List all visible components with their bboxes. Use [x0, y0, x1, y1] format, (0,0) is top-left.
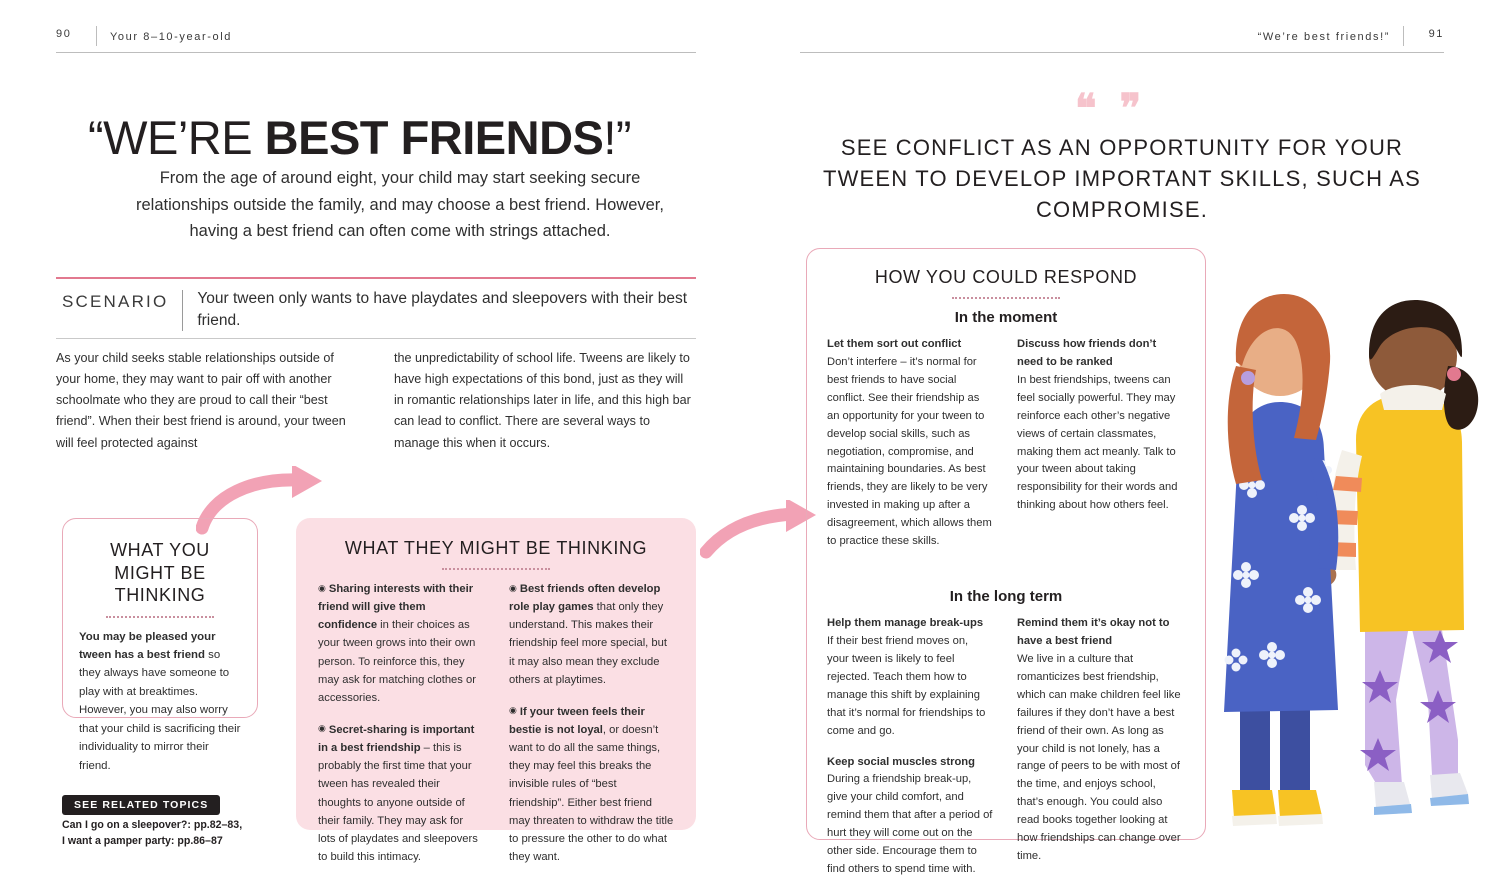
- see-related-topics-tab: SEE RELATED TOPICS: [62, 795, 220, 815]
- item-lead: Let them sort out conflict: [827, 338, 962, 350]
- item-lead: Help them manage break-ups: [827, 617, 984, 630]
- item-lead: Sharing interests with their friend will give them confidence: [318, 583, 474, 632]
- item-lead: Remind them it’s okay not to have a best friend: [1017, 617, 1170, 647]
- page-title: [88, 111, 688, 165]
- list-item: [827, 336, 993, 551]
- item-rest: If their best friend moves on, your tween is likely to feel rejected. Teach them how to manage this shift by explaining that it’s normal for friendships to come and go.: [827, 634, 986, 737]
- scenario-text: Your tween only wants to have playdates and sleepovers with their best friend.: [197, 290, 688, 330]
- what-they-might-be-thinking-box: [296, 518, 696, 863]
- longterm-column-2: [1017, 615, 1183, 892]
- dotted-divider-respond: [952, 297, 1060, 299]
- item-lead: Secret-sharing is important in a best friendship: [318, 723, 475, 755]
- item-rest: that only they understand. This makes their friendship feel more special, but it may also mean they exclude others at playtimes.: [509, 601, 667, 686]
- item-rest: in their choices as your tween grows into their own person. To reinforce this, they may ask for matching clothes or accessories.: [318, 619, 476, 704]
- item-rest: In best friendships, tweens can feel socially powerful. They may reinforce each other’s negative views of certain classmates, making them act meanly. Talk to your tween about taking responsibility for their words and thinking about how others feel.: [1017, 373, 1178, 512]
- related-topics-list: [62, 818, 262, 850]
- item-lead: Discuss how friends don’t need to be ranked: [1017, 338, 1157, 368]
- they-think-heading: WHAT THEY MIGHT BE THINKING: [344, 538, 648, 558]
- moment-columns: [827, 336, 1185, 564]
- folio-divider-left: [96, 26, 97, 46]
- item-rest: We live in a culture that romanticizes best friendship, which can make children feel like failures if they don’t have a best friend of their own. As long as your child is not lonely, has a range of peers to be with most of the time, and enjoys school, that’s enough. You could also read books together looking at how friendships can change over time.: [1017, 652, 1181, 863]
- dotted-divider-pink: [442, 568, 550, 570]
- item-rest: Don’t interfere – it’s normal for best friends to have social conflict. See their friendship as an opportunity for your tween to develop social skills, such as negotiation, compromise, and maintaining boundaries. As best friends, they are likely to be very invested in making up after a disagreement, which allows them to practice these skills.: [827, 355, 992, 548]
- might-think-rest: so they always have someone to play with at breaktimes. However, you may also worry that your child is sacrificing their individuality to mirror their friend.: [79, 648, 241, 772]
- scenario-top-rule: [56, 277, 696, 279]
- longterm-columns: [827, 615, 1185, 892]
- related-topic-2[interactable]: I want a pamper party: pp.86–87: [62, 834, 223, 847]
- rule-left: [56, 52, 696, 53]
- title-part-2: BEST FRIENDS: [264, 111, 604, 165]
- list-item: [318, 721, 483, 866]
- item-lead: If your tween feels their bestie is not loyal: [509, 705, 645, 736]
- title-part-1: “WE’RE: [88, 111, 265, 165]
- scenario-bottom-rule: [56, 338, 696, 339]
- scenario-vertical-rule: [182, 290, 183, 331]
- body-columns: [56, 348, 696, 454]
- moment-column-2: [1017, 336, 1183, 564]
- bullet-icon: ◉: [509, 705, 517, 716]
- might-think-heading: WHAT YOU MIGHT BE THINKING: [110, 540, 210, 605]
- they-think-column-2: [509, 580, 674, 880]
- illustration-two-girls: [1180, 270, 1490, 840]
- related-topic-1[interactable]: Can I go on a sleepover?: pp.82–83,: [62, 819, 243, 831]
- body-column-1: As your child seeks stable relationships outside of your home, they may want to pair off with another schoolmate who they are proud to call their “best friend”. When their best friend is around, your tween will feel protected against: [56, 351, 346, 450]
- quotation-mark-icon: ❝ ❞: [1075, 87, 1148, 131]
- might-think-body: [79, 628, 241, 776]
- body-column-2: the unpredictability of school life. Tweens are likely to have high expectations of this bond, just as they will in romantic relationships later in life, and this high bar can lead to conflict. There are several ways to manage this when it occurs.: [394, 351, 691, 450]
- moment-column-1: [827, 336, 993, 564]
- page-number-right: 91: [1428, 28, 1444, 40]
- longterm-column-1: [827, 615, 993, 892]
- title-part-3: !”: [603, 111, 632, 165]
- list-item: [318, 580, 483, 707]
- item-lead: Keep social muscles strong: [827, 755, 975, 768]
- how-you-could-respond-box: [806, 248, 1206, 876]
- item-rest: , or doesn’t want to do all the same things, they may feel this breaks the invisible rules of “best friendship”. Either best friend may threaten to withdraw the title to pressure the other to do what they want.: [509, 723, 674, 863]
- running-head-left: Your 8–10-year-old: [110, 31, 232, 43]
- bullet-icon: ◉: [318, 723, 326, 734]
- item-rest: – this is probably the first time that your tween has revealed their thoughts to anyone outside of their family. They may ask for lots of playdates and sleepovers to build this intimacy.: [318, 742, 478, 863]
- item-rest: During a friendship break-up, give your child comfort, and remind them that after a period of hurt they will come out on the other side. Encourage them to find others to spend time with.: [827, 773, 993, 876]
- respond-heading: HOW YOU COULD RESPOND: [874, 267, 1138, 287]
- pull-quote: SEE CONFLICT AS AN OPPORTUNITY FOR YOUR TWEEN TO DEVELOP IMPORTANT SKILLS, SUCH AS COMPROMISE.: [822, 135, 1422, 223]
- running-head-right: “We’re best friends!”: [1257, 31, 1390, 43]
- girl-left: [1224, 294, 1338, 826]
- might-think-lead: You may be pleased your tween has a best friend: [79, 630, 216, 661]
- list-item: [509, 580, 674, 689]
- list-item: [1017, 336, 1183, 515]
- standfirst-text: From the age of around eight, your child may start seeking secure relationships outside the family, and may choose a best friend. However, having a best friend can often come with strings attached.: [136, 169, 664, 241]
- scenario-block: [56, 288, 696, 333]
- page-number-left: 90: [56, 28, 72, 40]
- folio-divider-right: [1403, 26, 1404, 46]
- what-you-might-be-thinking-box: [62, 518, 258, 772]
- list-item: [827, 754, 993, 879]
- they-think-column-1: [318, 580, 483, 880]
- list-item: [1017, 615, 1183, 866]
- arrow-icon-2: [700, 500, 820, 570]
- list-item: [509, 703, 674, 866]
- they-think-columns: [318, 580, 674, 880]
- item-lead: Best friends often develop role play games: [509, 583, 661, 614]
- dotted-divider: [106, 616, 214, 618]
- in-the-long-term-heading: In the long term: [949, 588, 1063, 606]
- bullet-icon: ◉: [318, 582, 326, 593]
- rule-right: [800, 52, 1444, 53]
- list-item: [827, 615, 993, 740]
- scenario-label: SCENARIO: [62, 292, 169, 311]
- bullet-icon: ◉: [509, 582, 517, 593]
- in-the-moment-heading: In the moment: [954, 309, 1058, 326]
